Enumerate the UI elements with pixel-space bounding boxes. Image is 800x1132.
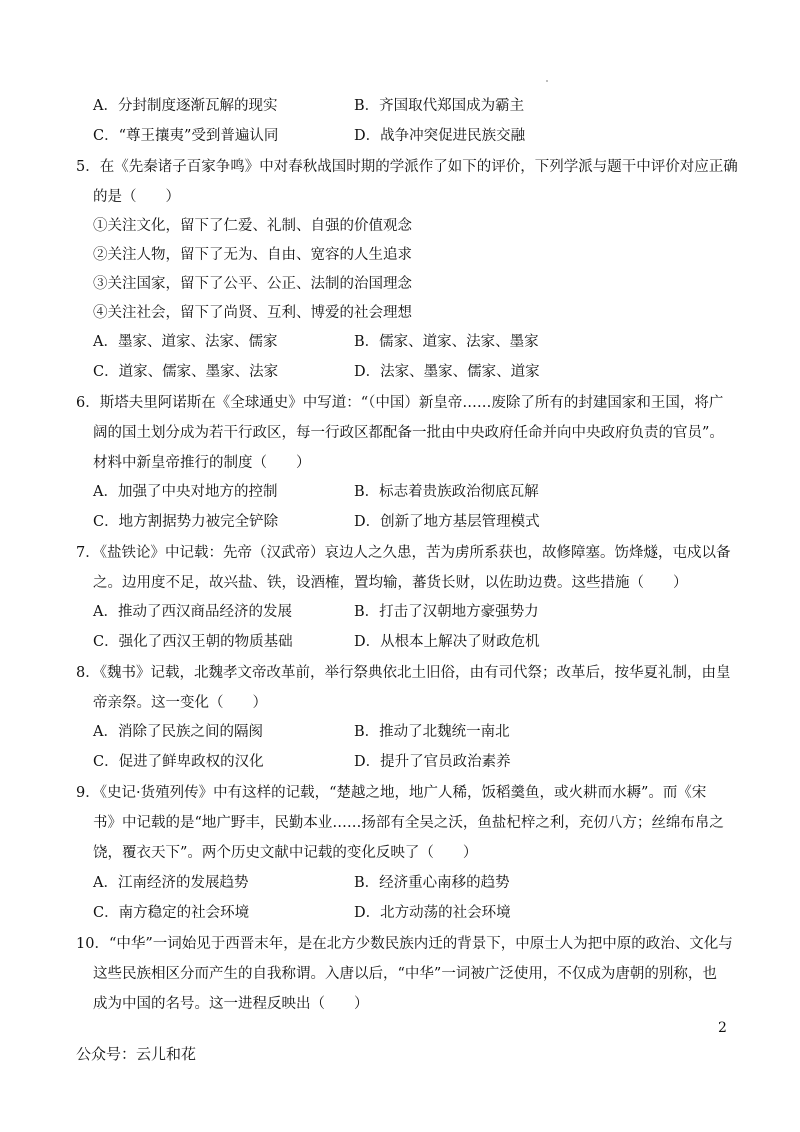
q6-option-b: B．标志着贵族政治彻底瓦解 [354, 484, 539, 500]
page-number: 2 [718, 1020, 727, 1036]
q5-option-b: B．儒家、道家、法家、墨家 [354, 334, 539, 350]
q7-option-d: D．从根本上解决了财政危机 [354, 634, 540, 650]
q8-option-c: C．促进了鲜卑政权的汉化 [93, 754, 264, 770]
q9-option-b: B．经济重心南移的趋势 [354, 875, 510, 891]
q7-stem-line-2: 之。边用度不足，故兴盐、铁，设酒榷，置均输，蕃货长财，以佐助边费。这些措施（ ） [93, 575, 688, 591]
q5-item-4: ④关注社会，留下了尚贤、互利、博爱的社会理想 [93, 305, 412, 321]
q4-option-b: B．齐国取代郑国成为霸主 [354, 98, 525, 114]
q5-option-d: D．法家、墨家、儒家、道家 [354, 364, 540, 380]
q5-item-2: ②关注人物，留下了无为、自由、宽容的人生追求 [93, 247, 412, 263]
q7-option-b: B．打击了汉朝地方豪强势力 [354, 604, 539, 620]
q6-option-d: D．创新了地方基层管理模式 [354, 514, 540, 530]
q6-stem-line-2: 阔的国土划分成为若干行政区，每一行政区都配备一批由中央政府任命并向中央政府负责的官员”。 [93, 425, 724, 441]
q10-stem-line-2: 这些民族相区分而产生的自我称谓。入唐以后，“中华”一词被广泛使用，不仅成为唐朝的别称，也 [93, 966, 717, 982]
q7-stem-line-1: 7．《盐铁论》中记载：先帝（汉武帝）哀边人之久患，苦为虏所系获也，故修障塞。饬烽燧，屯戍以备 [76, 545, 731, 561]
q10-stem-line-1: 10．“中华”一词始见于西晋末年，是在北方少数民族内迁的背景下，中原士人为把中原的政治、文化与 [76, 936, 733, 952]
q6-option-c: C．地方割据势力被完全铲除 [93, 514, 279, 530]
q6-stem-line-1: 6．斯塔夫里阿诺斯在《全球通史》中写道：“（中国）新皇帝……废除了所有的封建国家和王国，将广 [76, 395, 724, 411]
q5-option-a: A．墨家、道家、法家、儒家 [93, 334, 278, 350]
q7-option-a: A．推动了西汉商品经济的发展 [93, 604, 292, 620]
q9-stem-line-2: 书》中记载的是“地广野丰，民勤本业……扬部有全吴之沃，鱼盐杞梓之利，充仞八方；丝绵布帛之 [93, 815, 724, 831]
q8-option-a: A．消除了民族之间的隔阂 [93, 724, 263, 740]
q4-option-d: D．战争冲突促进民族交融 [354, 128, 526, 144]
q9-option-a: A．江南经济的发展趋势 [93, 875, 249, 891]
q7-option-c: C．强化了西汉王朝的物质基础 [93, 634, 293, 650]
q8-stem-line-1: 8．《魏书》记载，北魏孝文帝改革前，举行祭典依北土旧俗，由有司代祭；改革后，按华夏礼制，由皇 [76, 665, 731, 681]
q8-option-d: D．提升了官员政治素养 [354, 754, 511, 770]
q6-stem-line-3: 材料中新皇帝推行的制度（ ） [93, 455, 311, 471]
q5-item-1: ①关注文化，留下了仁爱、礼制、自强的价值观念 [93, 218, 412, 234]
q5-option-c: C．道家、儒家、墨家、法家 [93, 364, 279, 380]
q5-item-3: ③关注国家，留下了公平、公正、法制的治国理念 [93, 276, 412, 292]
q8-option-b: B．推动了北魏统一南北 [354, 724, 510, 740]
q4-option-a: A．分封制度逐渐瓦解的现实 [93, 98, 278, 114]
q6-option-a: A．加强了中央对地方的控制 [93, 484, 278, 500]
q9-option-d: D．北方动荡的社会环境 [354, 905, 511, 921]
q5-stem-line-1: 5．在《先秦诸子百家争鸣》中对春秋战国时期的学派作了如下的评价，下列学派与题干中评价对应正确 [76, 159, 738, 175]
q9-stem-line-1: 9．《史记·货殖列传》中有这样的记载，“楚越之地，地广人稀，饭稻羹鱼，或火耕而水耨”。而《宋 [76, 785, 707, 801]
q9-stem-line-3: 饶，覆衣天下”。两个历史文献中记载的变化反映了（ ） [93, 845, 478, 861]
q4-option-c: C．“尊王攘夷”受到普遍认同 [93, 128, 279, 144]
q8-stem-line-2: 帝亲祭。这一变化（ ） [93, 695, 267, 711]
q9-option-c: C．南方稳定的社会环境 [93, 905, 250, 921]
scan-dot [546, 80, 548, 82]
q10-stem-line-3: 成为中国的名号。这一进程反映出（ ） [93, 996, 369, 1012]
footer-wechat-account: 公众号：云儿和花 [76, 1045, 197, 1063]
q5-stem-line-2: 的是（ ） [93, 189, 180, 205]
